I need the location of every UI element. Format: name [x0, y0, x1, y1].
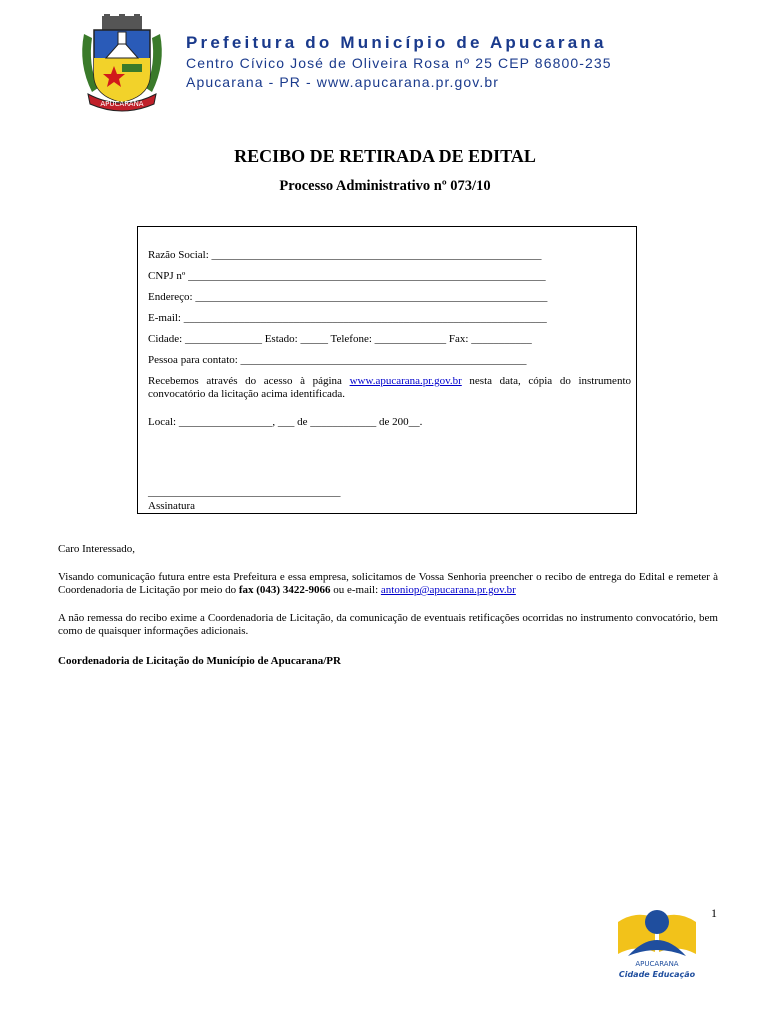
- letter-signature: Coordenadoria de Licitação do Município de Apucarana/PR: [58, 655, 341, 667]
- logo-slogan: Cidade Educação: [618, 970, 696, 979]
- letter-greeting: Caro Interessado,: [58, 543, 135, 555]
- signature-line: ___________________________________: [148, 486, 341, 498]
- cidade-estado-telefone-fax-row: Cidade: ______________ Estado: _____ Telefone: _____________ Fax: ___________: [148, 333, 532, 345]
- receipt-statement: [148, 375, 631, 401]
- receipt-text-before: Recebemos através do acesso à página: [148, 375, 350, 387]
- signature-label: Assinatura: [148, 500, 196, 512]
- email-field: E-mail: __________________________________________________________________: [148, 312, 547, 324]
- p1-text-before: Visando comunicação futura entre esta Prefeitura e essa empresa, solicitamos de Vossa Senhoria preencher o recibo de entrega do Edital e remeter à Coordenadoria de Licitação por meio do: [58, 571, 718, 596]
- receipt-text-after: nesta data, cópia do instrumento convocatório da licitação acima identificada.: [148, 375, 631, 400]
- p1-text-middle: ou e-mail:: [330, 584, 381, 596]
- municipal-crest-icon: [76, 14, 168, 112]
- fax-number: fax (043) 3422-9066: [238, 584, 331, 596]
- apucarana-city-logo-icon: [612, 900, 702, 984]
- email-link[interactable]: antoniop@apucarana.pr.gov.br: [380, 584, 516, 596]
- logo-name: APUCARANA: [635, 960, 679, 968]
- contato-field: Pessoa para contato: ____________________________________________________: [148, 354, 527, 366]
- address-line: Centro Cívico José de Oliveira Rosa nº 25 CEP 86800-235: [186, 55, 612, 71]
- municipality-title: Prefeitura do Município de Apucarana: [186, 33, 607, 52]
- document-subtitle: Processo Administrativo nº 073/10: [279, 178, 491, 194]
- website-link[interactable]: www.apucarana.pr.gov.br: [349, 375, 462, 387]
- receipt-form-box: [137, 226, 637, 514]
- endereco-field: Endereço: ________________________________________________________________: [148, 291, 548, 303]
- page-number: 1: [711, 906, 717, 920]
- city-line: Apucarana - PR - www.apucarana.pr.gov.br: [186, 74, 499, 90]
- razao-social-field: Razão Social: ____________________________________________________________: [148, 249, 542, 261]
- letter-paragraph-1: [58, 571, 718, 597]
- cnpj-field: CNPJ nº _________________________________________________________________: [148, 270, 546, 282]
- crest-banner-text: APUCARANA: [100, 100, 144, 108]
- document-title: RECIBO DE RETIRADA DE EDITAL: [234, 146, 536, 166]
- letterhead: [76, 14, 756, 114]
- local-date-row: Local: _________________, ___ de ____________ de 200__.: [148, 416, 423, 428]
- letter-paragraph-2: A não remessa do recibo exime a Coordenadoria de Licitação, da comunicação de eventuais retificações ocorridas no instrumento convocatório, bem como de quaisquer informações adicionais.: [58, 612, 718, 637]
